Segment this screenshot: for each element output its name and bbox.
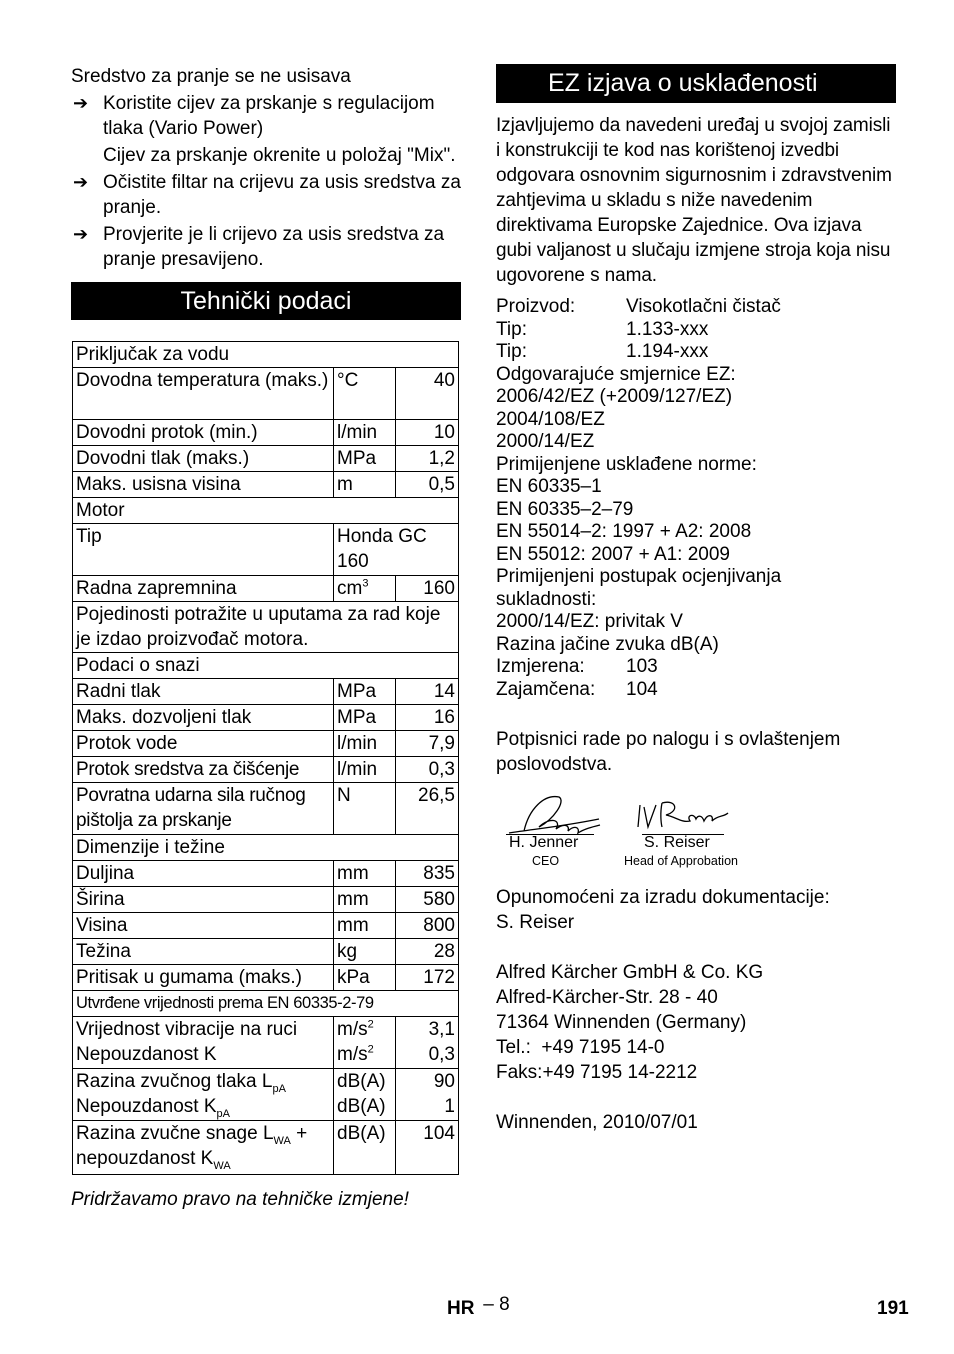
signer-name: S. Reiser [644,834,710,851]
address-line: Faks:+49 7195 14-2212 [496,1062,698,1083]
row-unit: l/min [334,731,396,757]
row-unit: kg [334,939,396,965]
declaration-text: Izjavljujemo da navedeni uređaj u svojoj zamisli i konstrukciji te kod nas korištenoj izvedbi odgovara osnovnim sigurnosnim i zdravstvenim zahtjevima u skladu s niže navedenim direktivama Europske Zajednice. Ova izjava gubi valjanost u slučaju izmjene stroja koja nisu ugovorene s nama. [496,115,892,286]
signatures [496,789,896,879]
row-value: 104 [396,1121,459,1175]
row-label: Povratna udarna sila ručnog pištolja za prskanje [73,783,334,835]
section-title: EZ izjava o usklađenosti [496,64,896,103]
row-value: 0,3 [396,757,459,783]
table-row [73,731,459,757]
row-value: Honda GC 160 [334,524,459,576]
tech-data-table [72,341,459,1175]
detail-key: Proizvod: [496,296,576,317]
detail-value: 1.133-xxx [626,318,709,340]
signer-role: CEO [532,854,560,868]
row-unit: MPa [334,446,396,472]
row-value: 0,5 [396,472,459,498]
table-heading: Utvrđene vrijednosti prema EN 60335-2-79 [73,991,459,1017]
row-unit: mm [334,861,396,887]
row-value: 580 [396,887,459,913]
table-heading: Dimenzije i težine [73,835,459,861]
row-unit: dB(A) dB(A) [334,1069,396,1121]
row-label: Širina [73,887,334,913]
detail-line: 2004/108/EZ [496,408,605,430]
row-unit: mm [334,887,396,913]
address-line: Alfred-Kärcher-Str. 28 - 40 [496,987,718,1008]
signer-role: Head of Approbation [624,854,738,868]
detail-key: Izmjerena: [496,656,585,677]
table-row [73,861,459,887]
address-line: 71364 Winnenden (Germany) [496,1012,747,1033]
table-row [73,576,459,602]
row-unit: MPa [334,679,396,705]
table-row [73,965,459,991]
row-unit: m [334,472,396,498]
detail-value: 104 [626,678,658,700]
row-unit: kPa [334,965,396,991]
arrow-right-icon: ➔ [73,93,89,113]
table-row [73,939,459,965]
right-column [496,64,896,1135]
row-label: Protok vode [73,731,334,757]
table-row [73,1121,459,1175]
arrow-right-icon: ➔ [73,224,89,244]
table-row [73,705,459,731]
row-unit: $cm^3$ [334,576,396,602]
authorized-name: S. Reiser [496,912,575,933]
detail-key: Zajamčena: [496,678,596,700]
row-value: 3,1 0,3 [396,1017,459,1069]
detail-line: 2000/14/EZ: privitak V [496,611,683,632]
detail-value: 103 [626,656,658,677]
row-value: 26,5 [396,783,459,835]
detail-line: EN 55014–2: 1997 + A2: 2008 [496,521,752,542]
row-label: Maks. dozvoljeni tlak [73,705,334,731]
detail-line: Primijenjeni postupak ocjenjivanja sukladnosti: [496,566,782,610]
list-item [71,170,461,220]
detail-line: 2006/42/EZ (+2009/127/EZ) [496,386,733,407]
table-row [73,1017,459,1069]
row-value: 40 [396,368,459,420]
signatories-text: Potpisnici rade po nalogu i s ovlaštenjem poslovodstva. [496,729,841,775]
row-label: Duljina [73,861,334,887]
table-row [73,420,459,446]
detail-line: EN 60335–2–79 [496,498,634,520]
row-value: 90 1 [396,1069,459,1121]
table-row [73,991,459,1017]
row-label: Razina zvučnog tlaka $L_{pA}$ Nepouzdanost $K_{pA}$ [73,1069,334,1121]
row-value: 10 [396,420,459,446]
detail-line: Primijenjene usklađene norme: [496,453,757,475]
row-label: Vrijednost vibracije na ruci Nepouzdanost K [73,1017,334,1069]
table-row [73,887,459,913]
table-heading: Priključak za vodu [73,342,459,368]
declaration-details [496,296,896,701]
detail-value: 1.194-xxx [626,341,709,362]
section-title: Tehnički podaci [71,282,461,320]
row-label: Protok sredstva za čišćenje [73,757,334,783]
section-page: – 8 [478,1294,510,1315]
table-heading: Podaci o snazi [73,653,459,679]
bullet-text: Očistite filtar na crijevu za usis sredstva za pranje. [103,172,461,218]
row-unit: l/min [334,757,396,783]
row-value: 16 [396,705,459,731]
left-column [71,64,461,1212]
row-unit: N [334,783,396,835]
footnote: Pridržavamo pravo na tehničke izmjene! [71,1189,409,1210]
row-unit: l/min [334,420,396,446]
row-value: 835 [396,861,459,887]
row-value: 14 [396,679,459,705]
row-value: 28 [396,939,459,965]
intro-text: Sredstvo za pranje se ne usisava [71,66,351,87]
bullet-subtext: Cijev za prskanje okrenite u položaj "Mix". [103,145,456,166]
row-unit: °C [334,368,396,420]
table-row [73,342,459,368]
table-row [73,368,459,420]
table-row [73,653,459,679]
list-item [71,222,461,272]
row-unit: mm [334,913,396,939]
address-line: Tel.: +49 7195 14-0 [496,1037,665,1058]
row-unit: MPa [334,705,396,731]
signer-name: H. Jenner [509,834,579,851]
table-row [73,835,459,861]
row-label: Visina [73,913,334,939]
table-heading: Motor [73,498,459,524]
row-label: Težina [73,939,334,965]
table-row [73,1069,459,1121]
date-text: Winnenden, 2010/07/01 [496,1112,698,1133]
list-item [71,91,461,168]
row-value: 172 [396,965,459,991]
detail-value: Visokotlačni čistač [626,296,781,317]
table-row [73,679,459,705]
row-label: Radni tlak [73,679,334,705]
row-label: Dovodna temperatura (maks.) [73,368,334,420]
table-row [73,602,459,653]
detail-line: EN 60335–1 [496,476,602,497]
signature-reiser-icon [634,793,734,838]
detail-line: Razina jačine zvuka dB(A) [496,633,719,655]
detail-key: Tip: [496,318,527,340]
row-value: 1,2 [396,446,459,472]
row-value: 7,9 [396,731,459,757]
detail-key: Tip: [496,341,527,362]
detail-line: 2000/14/EZ [496,431,595,452]
row-label: Maks. usisna visina [73,472,334,498]
table-row [73,498,459,524]
table-row [73,524,459,576]
row-unit: dB(A) [334,1121,396,1175]
table-row [73,757,459,783]
bullet-text: Koristite cijev za prskanje s regulacijom tlaka (Vario Power) [103,93,435,139]
row-label: Radna zapremnina [73,576,334,602]
table-note: Pojedinosti potražite u uputama za rad koje je izdao proizvođač motora. [73,602,459,653]
row-value: 800 [396,913,459,939]
detail-line: Odgovarajuće smjernice EZ: [496,363,736,385]
row-label: Dovodni tlak (maks.) [73,446,334,472]
page-number: 191 [877,1298,909,1319]
row-label: Tip [73,524,334,576]
row-label: Razina zvučne snage $L_{WA}$ + nepouzdanost $K_{WA}$ [73,1121,334,1175]
language-code: HR [447,1298,475,1319]
bullet-text: Provjerite je li crijevo za usis sredstva za pranje presavijeno. [103,224,445,270]
row-unit: $m/s^2$ $m/s^2$ [334,1017,396,1069]
row-label: Pritisak u gumama (maks.) [73,965,334,991]
table-row [73,472,459,498]
table-row [73,446,459,472]
address-block [496,960,896,1085]
arrow-right-icon: ➔ [73,172,89,192]
row-value: 160 [396,576,459,602]
detail-line: EN 55012: 2007 + A1: 2009 [496,543,731,565]
table-row [73,783,459,835]
address-line: Alfred Kärcher GmbH & Co. KG [496,962,764,983]
table-row [73,913,459,939]
authorized-text: Opunomoćeni za izradu dokumentacije: [496,887,830,908]
row-label: Dovodni protok (min.) [73,420,334,446]
